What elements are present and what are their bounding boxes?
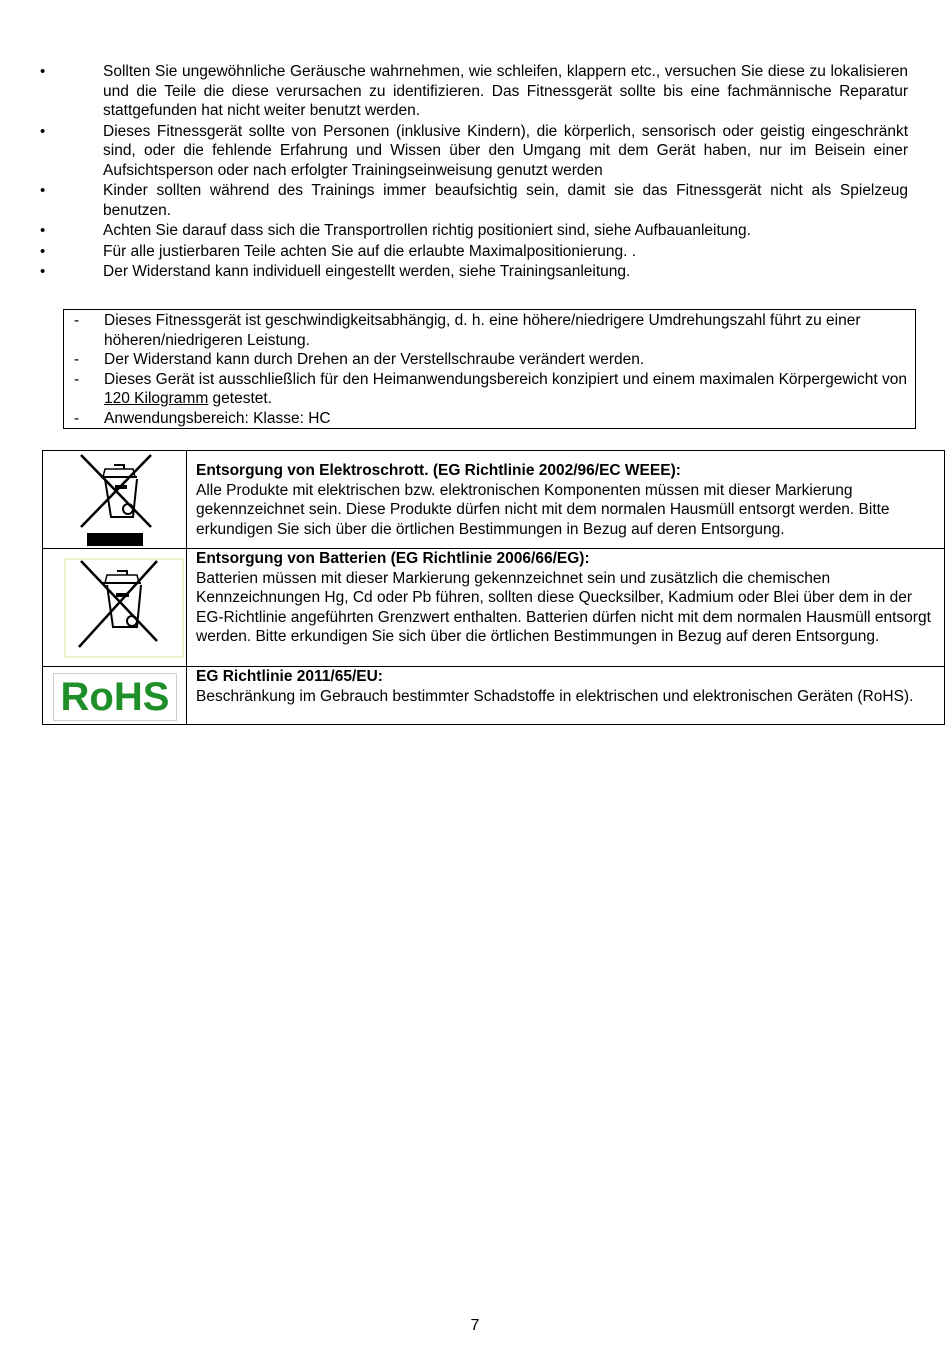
rohs-logo-text: RoHS xyxy=(60,675,170,719)
note-item: - Anwendungsbereich: Klasse: HC xyxy=(74,409,331,427)
bullet-item: • Der Widerstand kann individuell eingestellt werden, siehe Trainingsanleitung. xyxy=(40,263,631,280)
bullet-marker: • xyxy=(40,182,46,199)
bullet-item: • Kinder sollten während des Trainings immer beaufsichtig sein, damit sie das Fitnessgerät nicht als Spielzeug benutzen. xyxy=(40,182,908,219)
bullet-item: • Dieses Fitnessgerät sollte von Personen (inklusive Kindern), die körperlich, sensorisch oder geistig eingeschränkt sind, oder die fehlende Erfahrung und Wissen über den Umgang mit dem Gerät haben, nur im Beisein einer Aufsichtsperson oder nach erfolgter Trainingseinweisung genutzt werden xyxy=(40,122,908,179)
bullet-item: • Achten Sie darauf dass sich die Transportrollen richtig positioniert sind, siehe Aufbauanleitung. xyxy=(40,222,751,239)
bullet-marker: • xyxy=(40,263,46,280)
safety-bullet-list xyxy=(40,62,908,283)
note-item: - Der Widerstand kann durch Drehen an der Verstellschraube verändert werden. xyxy=(74,351,645,368)
bullet-marker: • xyxy=(40,222,46,239)
weee-text: Alle Produkte mit elektrischen bzw. elektronischen Komponenten müssen mit dieser Markierung gekennzeichnet sein. Diese Produkte dürfen nicht mit dem normalen Hausmüll entsorgt werden. Bitte erkundigen Sie sich über die örtlichen Bestimmungen in Bezug auf deren Entsorgung. xyxy=(196,481,890,538)
bullet-marker: • xyxy=(40,122,46,140)
note-item: - Dieses Fitnessgerät ist geschwindigkeitsabhängig, d. h. eine höhere/niedrigere Umdrehungszahl führt zu einer höheren/niedrigeren Leistung. xyxy=(74,312,861,349)
weee-title: Entsorgung von Elektroschrott. (EG Richtlinie 2002/96/EC WEEE): xyxy=(196,462,681,479)
bullet-item: • Sollten Sie ungewöhnliche Geräusche wahrnehmen, wie schleifen, klappern etc., versuchen Sie diese zu lokalisieren und die Teile die diese verursachen zu identifizieren. Das Fitnessgerät sollte bis eine fachmännische Reparatur stattgefunden hat nicht weiter benutzt werden. xyxy=(40,63,908,119)
battery-text: Batterien müssen mit dieser Markierung gekennzeichnet sein und zusätzlich die chemischen Kennzeichnungen Hg, Cd oder Pb führen, sollten diese Quecksilber, Kadmium oder Blei über dem in der EG-Richtlinie angeführten Grenzwert enthalten. Batterien dürfen nicht mit dem normalen Hausmüll entsorgt werden. Bitte erkundigen Sie sich über die örtlichen Bestimmungen in Bezug auf deren Entsorgung. xyxy=(196,569,931,645)
disposal-row-weee xyxy=(43,451,945,549)
crossed-wheelie-bin-icon xyxy=(43,549,186,665)
note-item: - Dieses Gerät ist ausschließlich für den Heimanwendungsbereich konzipiert und einem maximalen Körpergewicht von 120 Kilogramm getestet. xyxy=(74,370,907,407)
battery-title: Entsorgung von Batterien (EG Richtlinie 2006/66/EG): xyxy=(196,550,590,567)
disposal-row-batteries xyxy=(43,549,945,667)
disposal-table xyxy=(42,450,945,725)
crossed-wheelie-bin-icon xyxy=(43,451,186,547)
page-number: 7 xyxy=(470,1317,480,1334)
disposal-row-rohs xyxy=(43,667,945,725)
max-weight-value: 120 Kilogramm xyxy=(104,390,209,407)
bullet-marker: • xyxy=(40,63,46,80)
bullet-item: • Für alle justierbaren Teile achten Sie auf die erlaubte Maximalpositionierung. . xyxy=(40,242,637,260)
bullet-marker: • xyxy=(40,242,46,260)
rohs-logo xyxy=(53,673,177,721)
rohs-text: Beschränkung im Gebrauch bestimmter Schadstoffe in elektrischen und elektronischen Geräten (RoHS). xyxy=(196,687,914,705)
rohs-title: EG Richtlinie 2011/65/EU: xyxy=(196,668,383,685)
device-notes-box xyxy=(63,309,916,429)
